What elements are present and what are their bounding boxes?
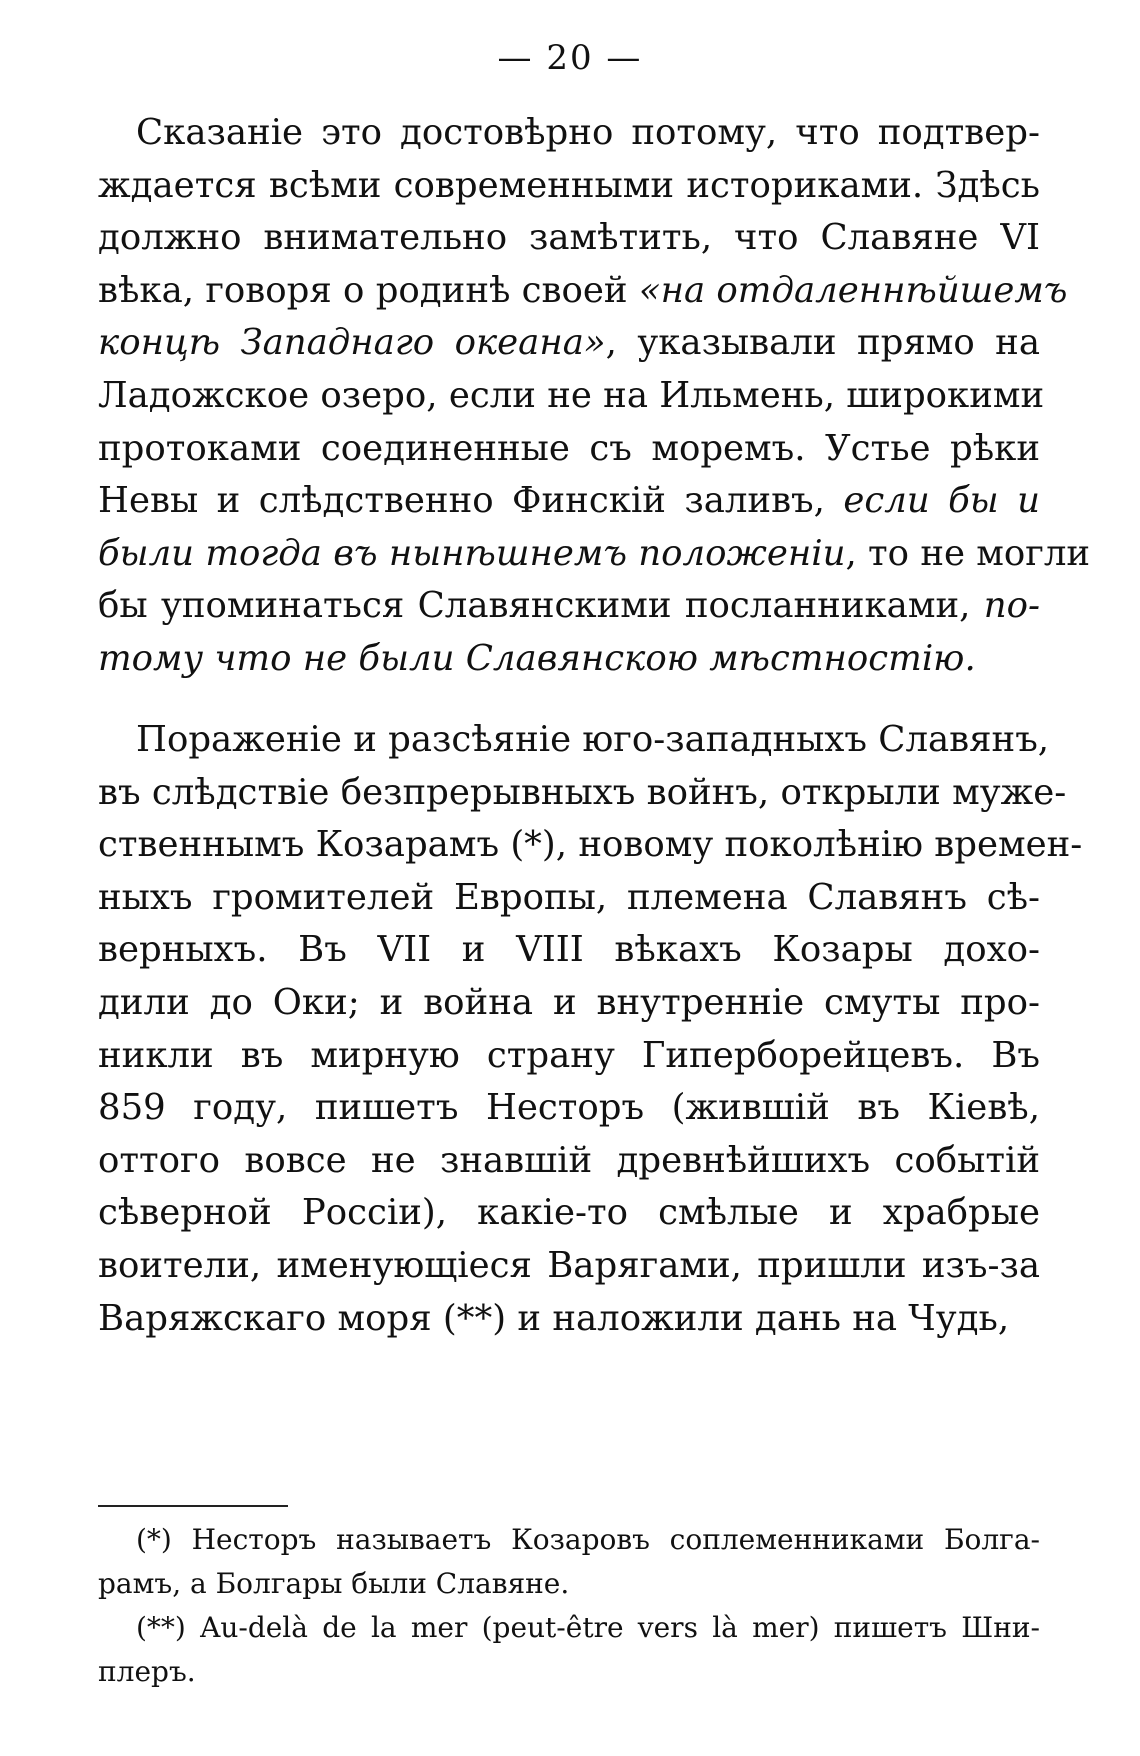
text-line xyxy=(98,715,1050,765)
text-segment: ждается всѣми современными историками. Здѣсь xyxy=(98,164,1040,206)
text-segment: воители, именующіеся Варягами, пришли изъ-за xyxy=(98,1245,1040,1286)
text-line xyxy=(98,1241,1040,1291)
text-segment: оттого вовсе не знавшій древнѣйшихъ событій xyxy=(98,1139,1040,1181)
text-line xyxy=(98,1294,1040,1344)
footnote-line: плеръ. xyxy=(98,1655,196,1688)
italic-text: если бы и xyxy=(843,480,1041,522)
text-line xyxy=(98,820,1083,870)
text-segment: должно внимательно замѣтить, что Славяне VI xyxy=(98,217,1040,259)
italic-text: по- xyxy=(983,585,1040,627)
text-line xyxy=(98,476,1040,526)
italic-text: были тогда въ нынѣшнемъ положеніи xyxy=(98,532,846,574)
text-line xyxy=(98,768,1067,818)
text-segment: Варяжскаго моря (**) и наложили дань на Чудь, xyxy=(98,1297,1010,1339)
footnote-line: рамъ, а Болгары были Славяне. xyxy=(98,1567,570,1600)
text-line xyxy=(98,1188,1040,1238)
text-line xyxy=(98,266,1068,316)
italic-text: «на отдаленнѣйшемъ xyxy=(638,269,1068,311)
text-line xyxy=(98,213,1040,263)
text-segment: ственнымъ Козарамъ (*), новому поколѣнію времен- xyxy=(98,824,1083,866)
text-segment: Пораженіе и разсѣяніе юго-западныхъ Славянъ, xyxy=(136,719,1050,760)
text-segment: Ладожское озеро, если не на Ильмень, широкими xyxy=(98,375,1045,416)
footnote-line: (*) Несторъ называетъ Козаровъ соплеменниками Болга- xyxy=(136,1523,1040,1556)
page-number: — 20 — xyxy=(497,38,643,78)
text-line xyxy=(98,371,1045,421)
text-segment: никли въ мирную страну Гиперборейцевъ. Въ xyxy=(98,1034,1040,1076)
text-segment: протоками соединенные съ моремъ. Устье рѣки xyxy=(98,427,1040,469)
text-segment: , указывали прямо на xyxy=(605,322,1040,364)
text-segment: Невы и слѣдственно Финскій заливъ, xyxy=(98,480,844,522)
text-line xyxy=(98,1083,1040,1133)
text-line xyxy=(98,978,1040,1028)
text-line xyxy=(98,634,1040,684)
footnote-divider xyxy=(98,1505,288,1507)
text-segment: ныхъ громителей Европы, племена Славянъ сѣ- xyxy=(98,876,1040,918)
text-line xyxy=(98,1031,1040,1081)
text-segment: вѣка, говоря о родинѣ своей xyxy=(98,269,639,311)
text-line xyxy=(98,925,1040,975)
text-segment: верныхъ. Въ VII и VIII вѣкахъ Козары дохо- xyxy=(98,929,1040,971)
text-segment: 859 году, пишетъ Несторъ (жившій въ Кіевѣ, xyxy=(98,1087,1040,1129)
italic-text: тому что не были Славянскою мѣстностію. xyxy=(98,638,976,679)
text-line xyxy=(98,318,1040,368)
text-segment: сѣверной Россіи), какіе-то смѣлые и храбрые xyxy=(98,1192,1040,1234)
text-segment: , то не могли xyxy=(845,532,1091,574)
italic-text: концѣ Западнаго океана» xyxy=(98,322,606,364)
text-segment: бы упоминаться Славянскими посланниками, xyxy=(98,585,984,627)
text-segment: Сказаніе это достовѣрно потому, что подтвер- xyxy=(136,112,1040,153)
text-line xyxy=(98,108,1040,158)
text-segment: въ слѣдствіе безпрерывныхъ войнъ, открыли муже- xyxy=(98,771,1067,813)
text-line xyxy=(98,424,1040,474)
text-line xyxy=(98,161,1040,211)
footnote-line: (**) Au-delà de la mer (peut-être vers là mer) пишетъ Шни- xyxy=(136,1611,1040,1644)
text-line xyxy=(98,1136,1040,1186)
text-segment: дили до Оки; и война и внутренніе смуты про- xyxy=(98,982,1040,1023)
text-line xyxy=(98,581,1040,631)
text-line xyxy=(98,529,1091,579)
text-line xyxy=(98,873,1040,923)
